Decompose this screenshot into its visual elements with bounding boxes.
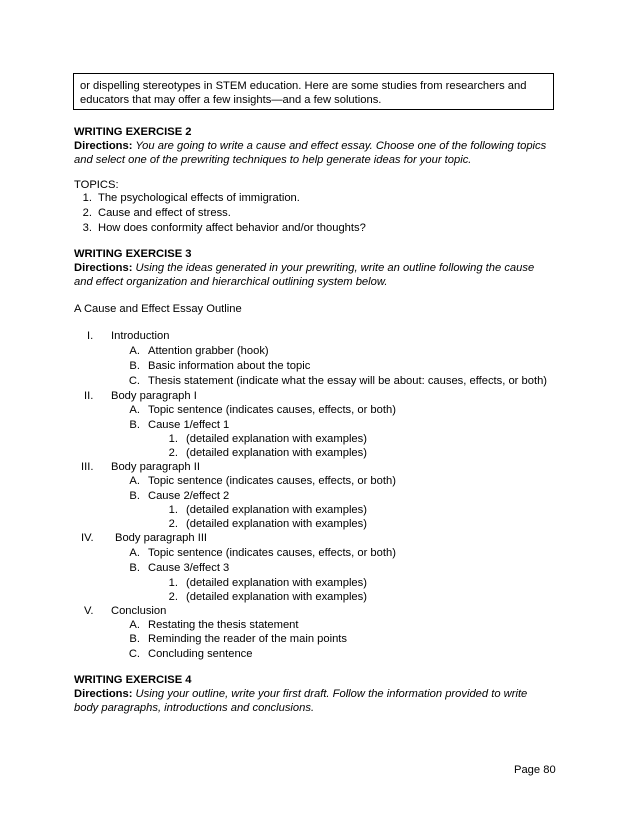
exercise-3-directions <box>74 261 554 289</box>
intro-text-box <box>73 73 554 110</box>
list-item: 3. How does conformity affect behavior and/or thoughts? <box>82 222 366 234</box>
page-number: Page 80 <box>514 764 556 776</box>
directions-text-line-1: Using the ideas generated in your prewriting, write an outline following the cause <box>132 262 535 274</box>
outline-title: A Cause and Effect Essay Outline <box>74 303 242 315</box>
directions-label: Directions: <box>74 262 133 274</box>
directions-text-line-2: and effect organization and hierarchical outlining system below. <box>74 276 388 288</box>
intro-line-2: educators that may offer a few insights—and a few solutions. <box>80 94 382 106</box>
exercise-2-directions <box>74 139 554 167</box>
exercise-4-heading: WRITING EXERCISE 4 <box>74 674 192 686</box>
intro-line-1: or dispelling stereotypes in STEM education. Here are some studies from researchers and <box>80 80 527 92</box>
topics-label: TOPICS: <box>74 179 119 191</box>
topics-list <box>74 191 366 236</box>
exercise-4-directions <box>74 687 554 715</box>
directions-text-line-2: and select one of the prewriting techniques to help generate ideas for your topic. <box>74 154 472 166</box>
directions-text-line-1: Using your outline, write your first draft. Follow the information provided to write <box>132 688 528 700</box>
list-item: 2. Cause and effect of stress. <box>82 207 231 219</box>
list-item: 1. The psychological effects of immigration. <box>82 192 300 204</box>
directions-label: Directions: <box>74 140 133 152</box>
directions-text-line-2: body paragraphs, introductions and conclusions. <box>74 702 315 714</box>
document-page: or dispelling stereotypes in STEM education. Here are some studies from researchers and educators that may offer a few insights—and a few solutions. WRITING EXERCISE 2 Directions: You are going to write a cause and effect essay. Choose one of the following topics and select one of the prewriting techniques to help generate ideas for your topic. TOPICS: 1. The psychological effects of immigration. 2. Cause and effect of stress. 3. How does conformity affect behavior and/or thoughts? WRITING EXERCISE 3 Directions: Using the ideas generated in your prewriting, write an outline following the cause and effect organization and hierarchical outlining system below. A Cause and Effect Essay Outline I. Introduction A. Attention grabber (hook) B. Basic information about the topic C. Thesis statement (indicate what the essay will be about: causes, effects, or both) II. Body paragraph I A. Topic sentence (indicates causes, effects, or both) B. Cause 1/effect 1 1. (detailed explanation with examples) 2. (detailed explanation with examples) III. Body paragraph II A. Topic sentence (indicates causes, effects, or both) B. Cause 2/effect 2 1. (detailed explanation with examples) 2. (detailed explanation with examples) IV. Body paragraph III A. Topic sentence (indicates causes, effects, or both) B. Cause 3/effect 3 1. (detailed explanation with examples) 2. (detailed explanation with examples) V. Conclusion A. Restating the thesis statement B. Reminding the reader of the main points C. Concluding sentence WRITING EXERCISE 4 Directions: Using your outline, write your first draft. Follow the information provided to write body paragraphs, introductions and conclusions. Page 80 <box>0 0 630 815</box>
exercise-2-heading: WRITING EXERCISE 2 <box>74 126 192 138</box>
directions-text-line-1: You are going to write a cause and effect essay. Choose one of the following topics <box>132 140 547 152</box>
directions-label: Directions: <box>74 688 133 700</box>
exercise-3-heading: WRITING EXERCISE 3 <box>74 248 192 260</box>
